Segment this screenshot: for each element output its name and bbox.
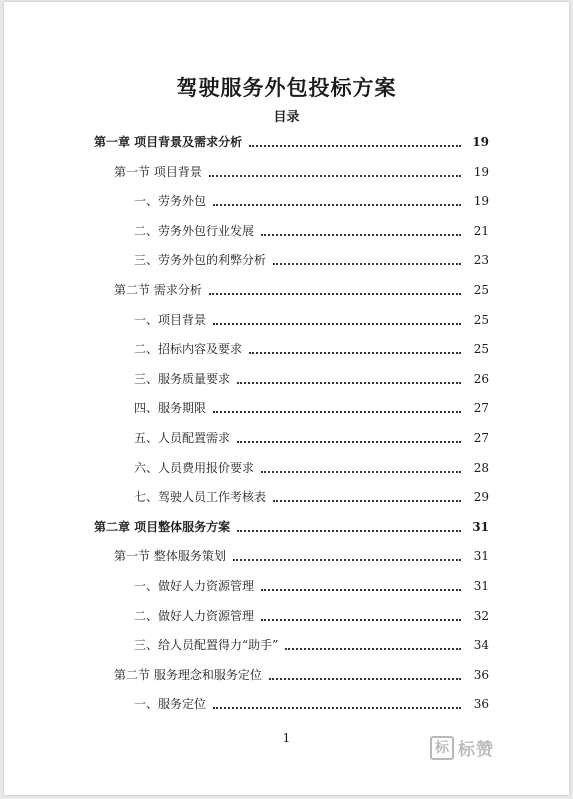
toc-leader-dots	[213, 397, 461, 413]
toc-leader-dots	[261, 605, 461, 621]
toc-entry-label: 三、劳务外包的利弊分析	[134, 253, 267, 268]
toc-entry[interactable]	[134, 692, 489, 712]
toc-entry[interactable]	[134, 396, 489, 416]
watermark-text: 标赞	[458, 740, 494, 760]
toc-entry[interactable]	[114, 278, 489, 298]
toc-entry-label: 第二节 需求分析	[114, 283, 202, 297]
toc-entry-page: 25	[473, 312, 489, 327]
toc-entry[interactable]	[134, 219, 489, 239]
toc-heading: 目录	[273, 110, 300, 125]
toc-entry[interactable]	[114, 663, 489, 683]
toc-entry[interactable]	[134, 456, 489, 476]
toc-entry-page: 25	[473, 283, 489, 297]
toc-leader-dots	[285, 634, 461, 650]
toc-leader-dots	[209, 161, 461, 177]
toc-entry-page: 19	[472, 135, 489, 149]
page-number: 1	[282, 731, 291, 745]
toc-entry[interactable]	[134, 248, 489, 268]
toc-entry-page: 29	[473, 490, 489, 505]
toc-leader-dots	[233, 545, 461, 561]
toc-entry[interactable]	[134, 189, 489, 209]
toc-entry[interactable]	[134, 308, 489, 328]
toc-entry-page: 31	[473, 579, 489, 593]
toc-entry-page: 36	[473, 667, 489, 682]
toc-entry[interactable]	[94, 515, 489, 535]
toc-entry[interactable]	[134, 426, 489, 446]
toc-entry-page: 31	[473, 549, 489, 564]
toc-entry-label: 一、项目背景	[134, 312, 207, 327]
toc-entry-label: 第二节 服务理念和服务定位	[114, 667, 262, 682]
toc-entry-page: 34	[473, 638, 489, 653]
toc-leader-dots	[209, 279, 461, 295]
toc-leader-dots	[237, 368, 461, 384]
toc-leader-dots	[213, 309, 461, 325]
toc-leader-dots	[269, 664, 461, 680]
toc-leader-dots	[213, 190, 461, 206]
toc-entry-label: 第一节 项目背景	[114, 164, 202, 179]
toc-entry-page: 31	[472, 519, 489, 534]
toc-entry-label: 第一节 整体服务策划	[114, 549, 226, 564]
toc-entry-label: 二、做好人力资源管理	[134, 608, 255, 623]
toc-entry-page: 23	[473, 253, 489, 268]
toc-entry-page: 27	[473, 401, 489, 416]
toc-entry-label: 三、服务质量要求	[134, 371, 231, 386]
document-page	[4, 2, 569, 795]
toc-entry[interactable]	[134, 485, 489, 505]
toc-leader-dots	[261, 575, 461, 591]
watermark-icon: 标	[430, 736, 454, 760]
toc-entry-page: 36	[473, 697, 489, 712]
toc-entry-page: 19	[473, 194, 489, 209]
toc-leader-dots	[237, 427, 461, 443]
toc-entry[interactable]	[134, 367, 489, 387]
toc-entry-page: 26	[473, 371, 489, 386]
toc-entry[interactable]	[134, 337, 489, 357]
toc-entry-label: 三、给人员配置得力“助手”	[134, 638, 279, 653]
toc-entry[interactable]	[114, 160, 489, 180]
toc-leader-dots	[261, 220, 461, 236]
toc-entry-page: 32	[473, 608, 489, 623]
toc-entry-label: 七、驾驶人员工作考核表	[134, 490, 267, 505]
toc-entry-label: 二、招标内容及要求	[134, 342, 243, 357]
toc-entry-page: 21	[473, 223, 489, 238]
toc-leader-dots	[273, 249, 461, 265]
toc-entry[interactable]	[134, 604, 489, 624]
toc-entry[interactable]	[134, 633, 489, 653]
toc-entry-page: 25	[473, 342, 489, 357]
toc-entry-page: 19	[473, 164, 489, 179]
toc-entry-label: 四、服务期限	[134, 401, 207, 416]
toc-entry-label: 五、人员配置需求	[134, 431, 231, 445]
toc-entry-label: 一、服务定位	[134, 697, 207, 712]
toc-leader-dots	[249, 338, 461, 354]
document-title: 驾驶服务外包投标方案	[176, 75, 397, 100]
toc-entry[interactable]	[114, 544, 489, 564]
toc-entry-label: 六、人员费用报价要求	[134, 460, 255, 475]
toc-entry[interactable]	[94, 130, 489, 150]
toc-entry-label: 第一章 项目背景及需求分析	[94, 135, 243, 149]
toc-entry-label: 第二章 项目整体服务方案	[94, 519, 231, 534]
toc-entry-page: 28	[473, 460, 489, 475]
toc-leader-dots	[213, 693, 461, 709]
toc-entry[interactable]	[134, 574, 489, 594]
watermark-logo	[430, 735, 494, 760]
toc-entry-label: 一、做好人力资源管理	[134, 579, 255, 593]
toc-leader-dots	[261, 457, 461, 473]
toc-entry-label: 一、劳务外包	[134, 194, 207, 209]
toc-leader-dots	[249, 131, 461, 147]
toc-entry-label: 二、劳务外包行业发展	[134, 223, 255, 238]
toc-leader-dots	[273, 486, 461, 502]
toc-leader-dots	[237, 516, 461, 532]
toc-entry-page: 27	[473, 431, 489, 445]
